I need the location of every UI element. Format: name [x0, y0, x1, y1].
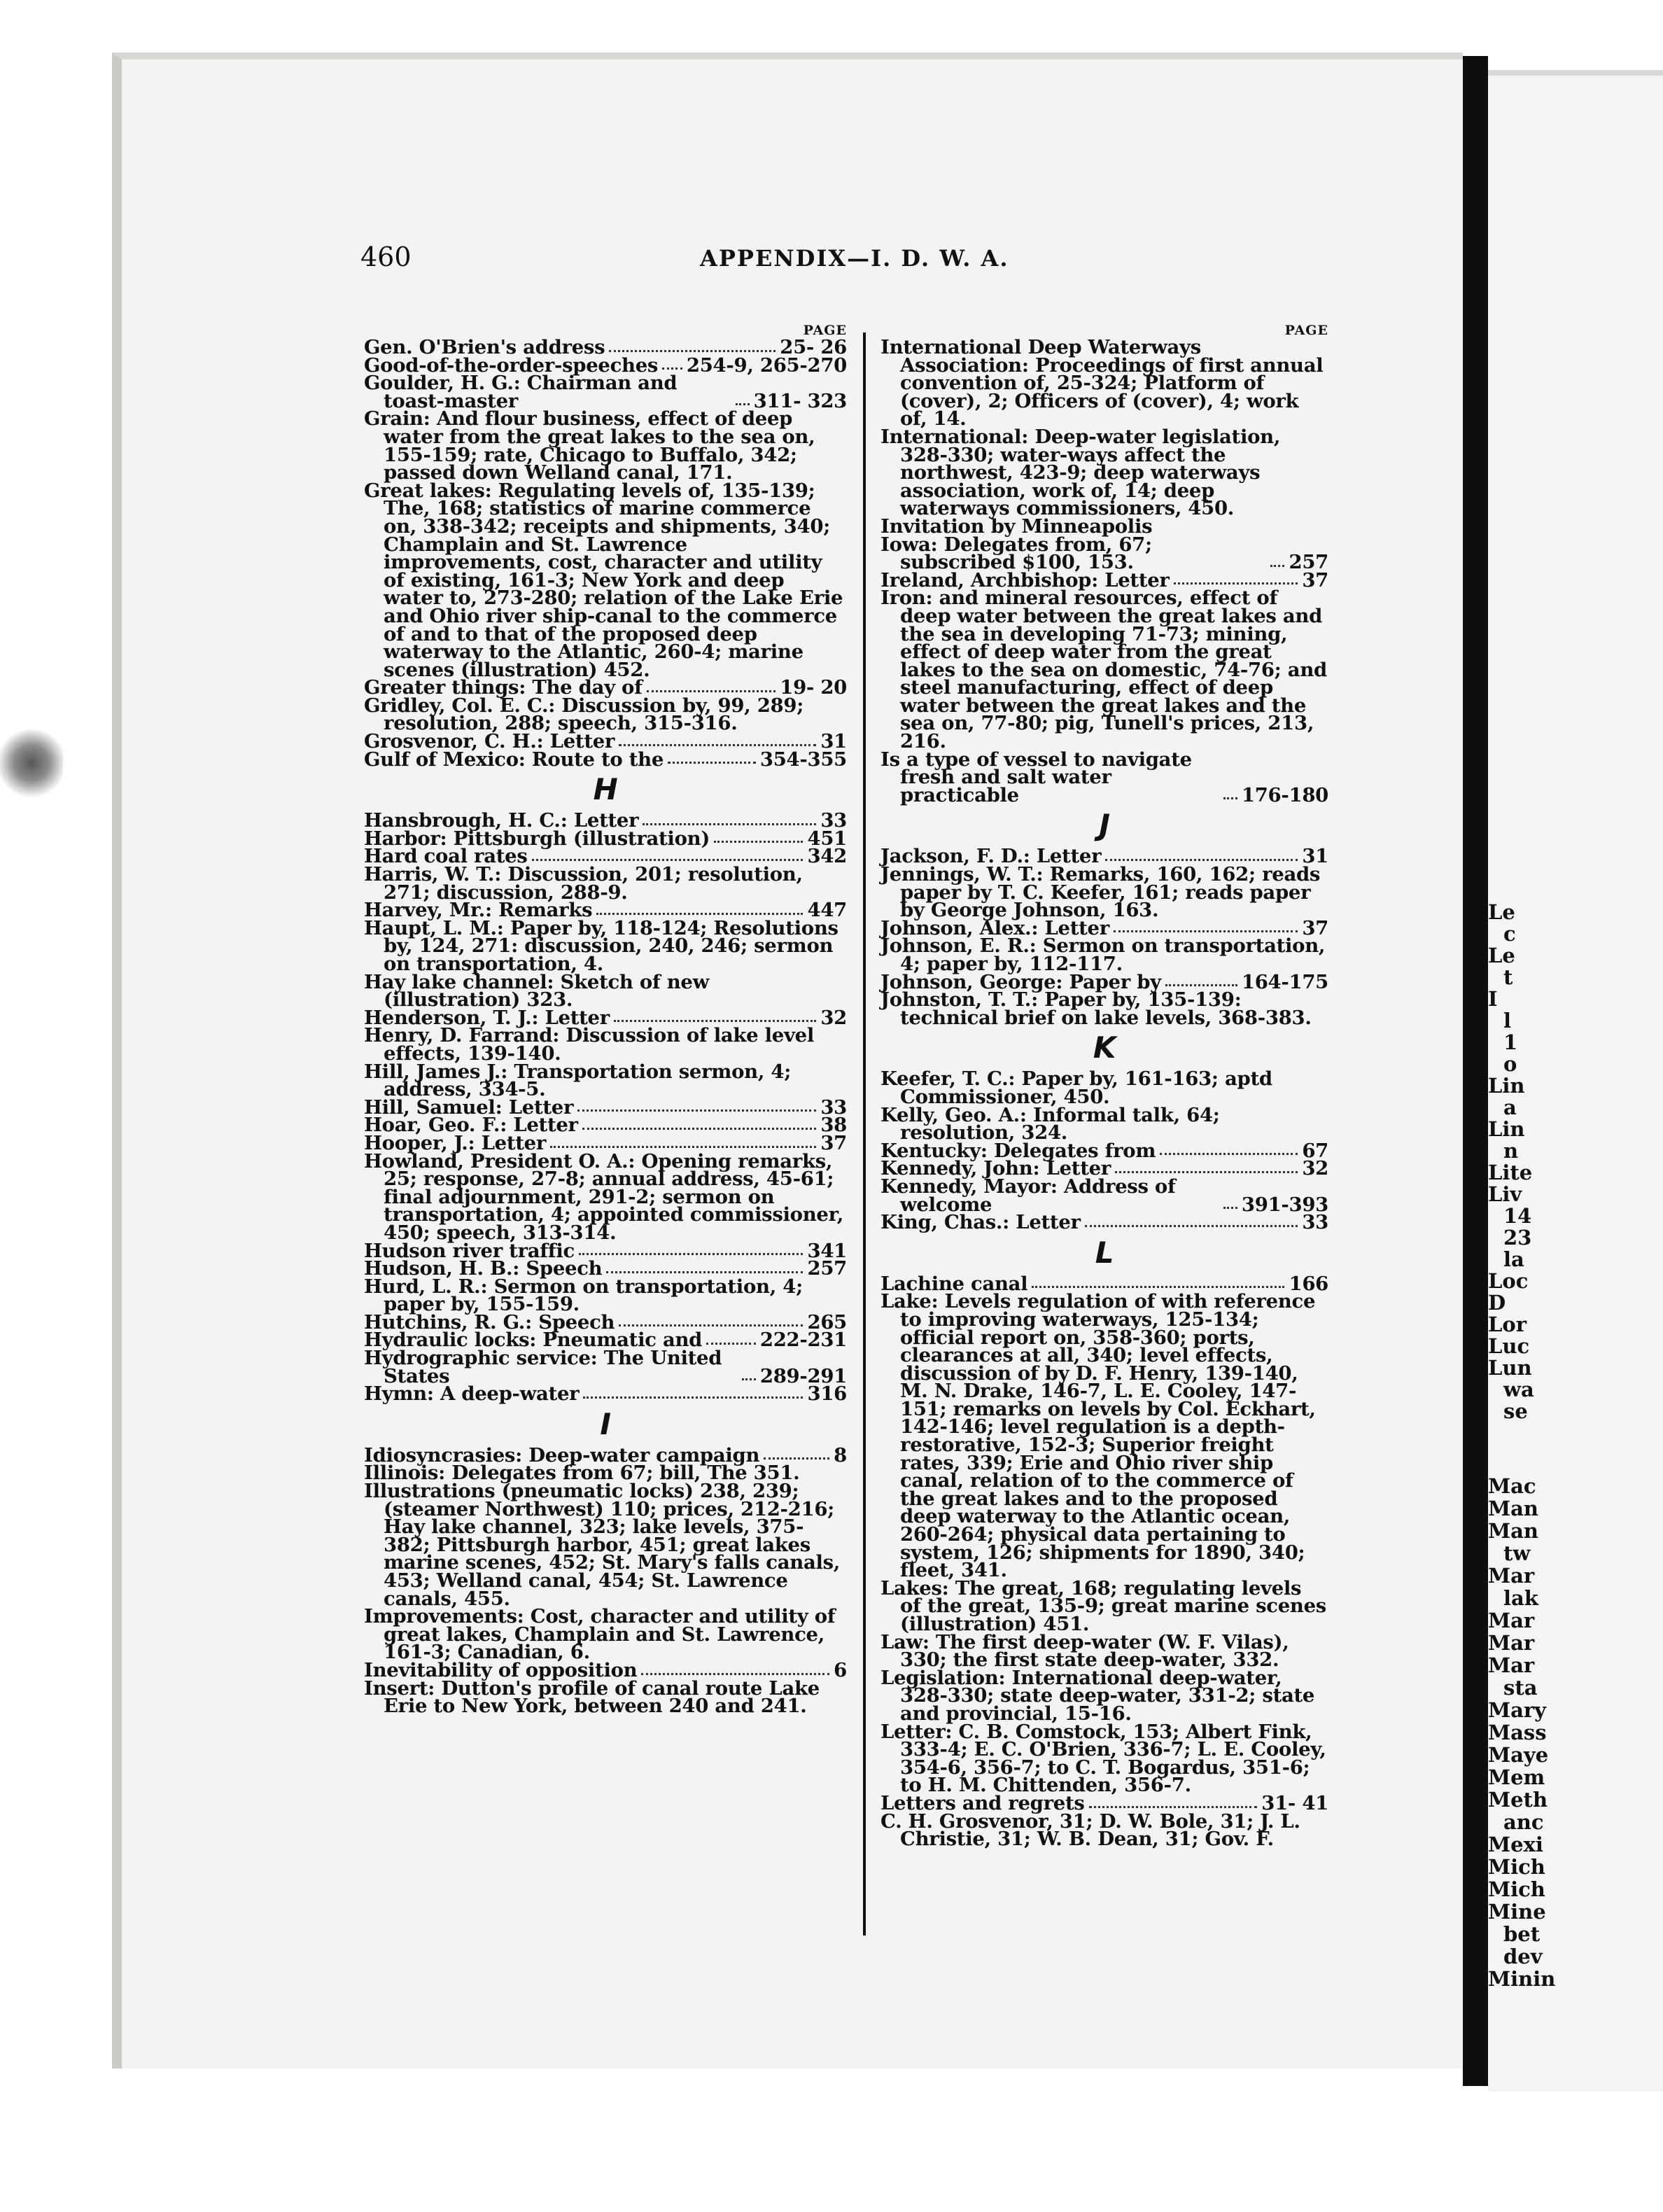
index-entry — [364, 916, 847, 975]
dot-leader — [736, 403, 750, 405]
entry-text: Henry, D. Farrand: Discussion of lake level effects, 139-140. — [364, 1024, 814, 1065]
dot-leader — [647, 690, 776, 692]
entry-text: Hymn: A deep-water — [364, 1382, 580, 1406]
facing-page-fragment: Mar — [1488, 1631, 1535, 1655]
entry-text: Kelly, Geo. A.: Informal talk, 64; resolution, 324. — [880, 1103, 1220, 1144]
entry-text: Ireland, Archbishop: Letter — [880, 568, 1170, 592]
index-entry — [880, 1720, 1328, 1797]
facing-page-fragment: Mass — [1488, 1721, 1547, 1744]
entry-text: Letters and regrets — [880, 1791, 1085, 1814]
facing-page-fragment: n — [1503, 1139, 1519, 1163]
index-entry — [880, 988, 1328, 1029]
entry-text: Lakes: The great, 168; regulating levels of the great, 135-9; great marine scenes (illustration) 451. — [880, 1576, 1326, 1635]
index-entry — [880, 1630, 1328, 1672]
facing-page-fragment: Mar — [1488, 1564, 1535, 1588]
running-title: APPENDIX—I. D. W. A. — [700, 245, 1009, 272]
entry-page-ref: 316 — [807, 1382, 847, 1406]
entry-text: Great lakes: Regulating levels of, 135-139; The, 168; statistics of marine commerce on, 338-342; receipts and shipments, 340; Champlain and St. Lawrence improvements, cost, character and utility of existing, 161-3; New York and deep water to, 273-280; relation of the Lake Erie and Ohio river ship-canal to the commerce of and to that of the proposed deep waterway to the Atlantic, 260-4; marine scenes (illustration) 452. — [364, 479, 843, 681]
entry-text: Hard coal rates — [364, 845, 528, 868]
entry-text: Improvements: Cost, character and utility of great lakes, Champlain and St. Lawrence, 161-3; Canadian, 6. — [364, 1605, 836, 1664]
entry-text: Hydraulic locks: Pneumatic and — [364, 1329, 703, 1352]
entry-text: Haupt, L. M.: Paper by, 118-124; Resolutions by, 124, 271: discussion, 240, 246; sermon on transportation, 4. — [364, 916, 838, 975]
facing-page-fragment: a — [1503, 1096, 1517, 1119]
entry-text: Insert: Dutton's profile of canal route Lake Erie to New York, between 240 and 241. — [364, 1676, 820, 1718]
facing-page-fragment: sta — [1503, 1676, 1538, 1700]
facing-page-fragment: Le — [1488, 944, 1515, 967]
entry-text: Howland, President O. A.: Opening remarks, 25; response, 27-8; annual address, 45-61; final adjournment, 291-2; sermon on transportation, 4; appointed commissioner, 450; speech, 313-314. — [364, 1149, 844, 1244]
entry-text: Gulf of Mexico: Route to the — [364, 748, 664, 771]
page-column-label: PAGE — [803, 323, 847, 338]
entry-text: Harbor: Pittsburgh (illustration) — [364, 827, 710, 850]
entry-page-ref: 342 — [807, 845, 847, 868]
entry-page-ref: 6 — [834, 1658, 847, 1681]
index-column-left — [364, 322, 847, 1716]
dot-leader — [596, 913, 803, 915]
facing-page-fragment: Mar — [1488, 1653, 1535, 1677]
dot-leader — [614, 1020, 816, 1022]
index-entry — [880, 1290, 1328, 1582]
index-column-right — [880, 322, 1328, 1849]
entry-page-ref: 19- 20 — [780, 676, 847, 699]
dot-leader — [1270, 565, 1284, 567]
entry-page-ref: 33 — [1302, 1211, 1328, 1234]
index-entry — [880, 1070, 1328, 1106]
entry-text: Johnson, George: Paper by — [880, 970, 1161, 993]
facing-page-fragment: o — [1503, 1052, 1517, 1076]
dot-leader — [1223, 797, 1237, 799]
dot-leader — [668, 762, 756, 764]
facing-page-fragment: t — [1503, 965, 1513, 989]
dot-leader — [1089, 1806, 1258, 1808]
page-column-label: PAGE — [1284, 323, 1328, 338]
entry-text: Jackson, F. D.: Letter — [880, 845, 1102, 868]
entry-text: Lake: Levels regulation of with reference to improving waterways, 125-134; official report on, 358-360; ports, clearances at all, 340; level effects, discussion of by D. F. Henry, 139-140, M. N. Drake, 146-7, L. E. Cooley, 147-151; remarks on levels by Col. Eckhart, 142-146; level regulation is a depth-restorative, 152-3; Superior freight rates, 339; Erie and Ohio river ship canal, relation of to the commerce of the great lakes and to the proposed deep waterway to the Atlantic ocean, 260-264; physical data pertaining to system, 126; shipments for 1890, 340; fleet, 341. — [880, 1290, 1316, 1582]
index-entry — [364, 748, 847, 771]
index-entry — [364, 479, 847, 681]
entry-page-ref: 32 — [1302, 1157, 1328, 1180]
dot-leader — [764, 1457, 829, 1460]
entry-page-ref: 257 — [1289, 551, 1328, 574]
entry-text: Invitation by Minneapolis — [880, 514, 1153, 538]
index-entry — [364, 1382, 847, 1406]
facing-page-fragment: se — [1503, 1399, 1528, 1423]
facing-page-fragment: dev — [1503, 1945, 1543, 1968]
dot-leader — [662, 368, 682, 370]
index-entry — [880, 425, 1328, 520]
facing-page-fragment: Minin — [1488, 1967, 1556, 1991]
entry-text: Harris, W. T.: Discussion, 201; resolution, 271; discussion, 288-9. — [364, 863, 803, 904]
facing-page-fragment: Mar — [1488, 1609, 1535, 1632]
facing-page-fragment: D — [1488, 1291, 1506, 1315]
dot-leader — [532, 859, 804, 861]
facing-page-fragment: Mich — [1488, 1855, 1545, 1879]
entry-text: Letter: C. B. Comstock, 153; Albert Fink, 333-4; E. C. O'Brien, 336-7; L. E. Cooley, 354-6, 356-7; to C. T. Bogardus, 351-6; to H. M. Chittenden, 356-7. — [880, 1720, 1326, 1797]
entry-text: Hoar, Geo. F.: Letter — [364, 1114, 578, 1137]
dot-leader — [1160, 1153, 1298, 1155]
entry-text: Kennedy, Mayor: Address of welcome — [880, 1175, 1176, 1216]
entry-text: Illinois: Delegates from 67; bill, The 351. — [364, 1462, 800, 1485]
dot-leader — [609, 350, 776, 352]
index-entry — [364, 970, 847, 1011]
entry-page-ref: 166 — [1289, 1272, 1328, 1295]
dot-leader — [1085, 1225, 1298, 1227]
entry-page-ref: 37 — [820, 1131, 847, 1154]
entry-text: Iowa: Delegates from, 67; subscribed $100, 153. — [880, 533, 1152, 574]
dot-leader — [706, 1343, 756, 1345]
entry-text: Johnson, Alex.: Letter — [880, 916, 1109, 939]
facing-page-fragment: tw — [1503, 1541, 1531, 1565]
entry-page-ref: 451 — [807, 827, 847, 850]
entry-page-ref: 341 — [807, 1239, 847, 1262]
dot-leader — [1105, 859, 1298, 861]
entry-page-ref: 8 — [834, 1443, 847, 1466]
entry-text: King, Chas.: Letter — [880, 1211, 1081, 1234]
index-entry — [880, 934, 1328, 975]
entry-text: Inevitability of opposition — [364, 1658, 638, 1681]
facing-page-fragment: anc — [1503, 1810, 1544, 1834]
dot-leader — [579, 1253, 804, 1255]
entry-page-ref: 447 — [807, 899, 847, 922]
entry-page-ref: 37 — [1302, 916, 1328, 939]
entry-text: Legislation: International deep-water, 328-330; state deep-water, 331-2; state and provincial, 15-16. — [880, 1666, 1315, 1725]
entry-text: Henderson, T. J.: Letter — [364, 1006, 610, 1029]
facing-page-fragment: I — [1488, 987, 1498, 1011]
entry-text: Johnson, E. R.: Sermon on transportation, 4; paper by, 112-117. — [880, 934, 1326, 975]
index-entry — [880, 1175, 1328, 1216]
entry-page-ref: 289-291 — [759, 1364, 847, 1387]
index-entry — [364, 1275, 847, 1316]
facing-page-fragment: Luc — [1488, 1334, 1530, 1358]
dot-leader — [550, 1146, 816, 1148]
facing-page-fragment: Mary — [1488, 1698, 1547, 1722]
entry-text: Is a type of vessel to navigate fresh and salt water practicable — [880, 748, 1192, 806]
entry-page-ref: 391-393 — [1241, 1193, 1328, 1216]
facing-page-fragment: 23 — [1503, 1226, 1532, 1250]
dot-leader — [577, 1110, 816, 1112]
dot-leader — [714, 841, 803, 843]
index-entry — [364, 1605, 847, 1664]
index-entry — [880, 1211, 1328, 1234]
facing-page-edge — [1488, 70, 1663, 2092]
entry-text: Greater things: The day of — [364, 676, 643, 699]
entry-text: Johnston, T. T.: Paper by, 135-139: technical brief on lake levels, 368-383. — [880, 988, 1312, 1029]
entry-page-ref: 67 — [1302, 1139, 1328, 1162]
entry-text: Harvey, Mr.: Remarks — [364, 899, 593, 922]
facing-page-fragment: Man — [1488, 1497, 1538, 1520]
entry-page-ref: 32 — [820, 1006, 847, 1029]
facing-page-fragment: Mine — [1488, 1900, 1546, 1924]
index-entry — [364, 407, 847, 484]
index-entry — [880, 748, 1328, 806]
index-entry — [364, 374, 847, 410]
ink-blot — [0, 724, 63, 802]
facing-page-fragment: Maye — [1488, 1743, 1549, 1767]
entry-page-ref: 176-180 — [1241, 783, 1328, 806]
entry-page-ref: 222-231 — [759, 1329, 847, 1352]
entry-page-ref: 265 — [807, 1310, 847, 1334]
entry-page-ref: 31 — [1302, 845, 1328, 868]
facing-page-fragment: wa — [1503, 1378, 1534, 1401]
index-entry — [880, 587, 1328, 753]
entry-page-ref: 37 — [1302, 568, 1328, 592]
dot-leader — [1223, 1207, 1237, 1209]
entry-text: Grain: And flour business, effect of deep water from the great lakes to the sea on, 155-159; rate, Chicago to Buffalo, 342; passed down Welland canal, 171. — [364, 407, 815, 484]
index-entry — [880, 863, 1328, 922]
index-entry — [364, 863, 847, 904]
facing-page-fragment: Loc — [1488, 1269, 1529, 1293]
section-letter-j: J — [1099, 808, 1110, 843]
index-entry — [880, 1809, 1328, 1851]
entry-text: Illustrations (pneumatic locks) 238, 239; (steamer Northwest) 110; prices, 212-216; Hay lake channel, 323; lake levels, 375-382; Pittsburgh harbor, 451; great lakes marine scenes, 452; St. Mary's falls canals, 453; Welland canal, 454; St. Lawrence canals, 455. — [364, 1480, 841, 1610]
entry-page-ref: 164-175 — [1241, 970, 1328, 993]
entry-text: Hill, James J.: Transportation sermon, 4; address, 334-5. — [364, 1060, 792, 1101]
index-entry — [364, 1676, 847, 1718]
dot-leader — [619, 744, 816, 746]
entry-page-ref: 354-355 — [759, 748, 847, 771]
facing-page-fragment: la — [1503, 1247, 1524, 1271]
facing-page-fragment: Lin — [1488, 1117, 1525, 1141]
facing-page-fragment: l — [1503, 1009, 1512, 1032]
index-entry — [880, 1666, 1328, 1725]
entry-page-ref: 33 — [820, 1096, 847, 1119]
entry-text: Hudson, H. B.: Speech — [364, 1257, 603, 1280]
entry-text: Hill, Samuel: Letter — [364, 1096, 574, 1119]
entry-text: C. H. Grosvenor, 31; D. W. Bole, 31; J. L. Christie, 31; W. B. Dean, 31; Gov. F. — [880, 1809, 1300, 1851]
entry-text: Hurd, L. R.: Sermon on transportation, 4; paper by, 155-159. — [364, 1275, 803, 1316]
entry-page-ref: 33 — [820, 809, 847, 832]
facing-page-fragment: 14 — [1503, 1204, 1532, 1228]
index-entry — [880, 533, 1328, 574]
dot-leader — [1174, 582, 1298, 584]
index-entry — [364, 1024, 847, 1065]
section-letter-l: L — [1095, 1235, 1114, 1270]
entry-text: Hydrographic service: The United States — [364, 1347, 722, 1387]
index-entry — [364, 1480, 847, 1610]
entry-text: Hay lake channel: Sketch of new (illustration) 323. — [364, 970, 709, 1011]
dot-leader — [643, 823, 816, 825]
facing-page-fragment: Mexi — [1488, 1833, 1543, 1856]
facing-page-fragment: Lite — [1488, 1161, 1533, 1184]
entry-text: Jennings, W. T.: Remarks, 160, 162; reads paper by T. C. Keefer, 161; reads paper by George Johnson, 163. — [880, 863, 1321, 922]
index-entry — [364, 1149, 847, 1244]
facing-page-fragment: Mich — [1488, 1877, 1545, 1901]
index-entry — [364, 694, 847, 735]
index-entry — [364, 1060, 847, 1101]
section-letter-h: H — [593, 772, 618, 807]
entry-text: Iron: and mineral resources, effect of deep water between the great lakes and the sea in developing 71-73; mining, effect of deep water from the great lakes to the sea on domestic, 74-76; and steel manufacturing, effect of deep water between the great lakes and the sea on, 77-80; pig, Tunell's prices, 213, 216. — [880, 587, 1327, 753]
entry-text: Idiosyncrasies: Deep-water campaign — [364, 1443, 760, 1466]
entry-page-ref: 257 — [807, 1257, 847, 1280]
entry-text: Gridley, Col. E. C.: Discussion by, 99, 289; resolution, 288; speech, 315-316. — [364, 694, 804, 735]
dot-leader — [1115, 1171, 1298, 1173]
gutter-shadow — [1463, 56, 1488, 2086]
facing-page-fragment: Lin — [1488, 1074, 1525, 1098]
index-entry — [880, 1103, 1328, 1144]
entry-text: Hansbrough, H. C.: Letter — [364, 809, 639, 832]
facing-page-fragment: Liv — [1488, 1182, 1522, 1206]
facing-page-fragment: 1 — [1503, 1030, 1518, 1054]
entry-text: Hooper, J.: Letter — [364, 1131, 547, 1154]
index-entry — [880, 336, 1328, 430]
entry-text: Hutchins, R. G.: Speech — [364, 1310, 615, 1334]
section-letter-i: I — [600, 1406, 611, 1441]
entry-text: International Deep Waterways Association: Proceedings of first annual convention of, 25-324; Platform of (cover), 2; Officers of (cover), 4; work of, 14. — [880, 336, 1324, 430]
entry-text: Grosvenor, C. H.: Letter — [364, 730, 615, 753]
entry-text: Goulder, H. G.: Chairman and toast-master — [364, 372, 678, 412]
entry-text: International: Deep-water legislation, 328-330; water-ways affect the northwest, 423-9; deep waterways association, work of, 14; deep waterways commissioners, 450. — [880, 425, 1281, 520]
facing-page-fragment: Lor — [1488, 1312, 1527, 1336]
entry-text: Keefer, T. C.: Paper by, 161-163; aptd Commissioner, 450. — [880, 1068, 1272, 1108]
dot-leader — [641, 1673, 829, 1675]
dot-leader — [583, 1396, 803, 1399]
entry-page-ref: 31 — [820, 730, 847, 753]
page-number: 460 — [360, 241, 412, 272]
entry-page-ref: 25- 26 — [780, 336, 847, 358]
facing-page-fragment: c — [1503, 922, 1516, 946]
dot-leader — [1032, 1286, 1284, 1288]
entry-text: Lachine canal — [880, 1272, 1028, 1295]
dot-leader — [606, 1271, 803, 1273]
entry-text: Kennedy, John: Letter — [880, 1157, 1111, 1180]
entry-text: Hudson river traffic — [364, 1239, 575, 1262]
index-entry — [880, 1576, 1328, 1635]
column-divider — [863, 332, 866, 1935]
entry-page-ref: 31- 41 — [1261, 1791, 1328, 1814]
dot-leader — [619, 1324, 803, 1326]
entry-page-ref: 254-9, 265-270 — [686, 354, 847, 377]
facing-page-fragment: lak — [1503, 1586, 1538, 1610]
facing-page-fragment: Meth — [1488, 1788, 1548, 1812]
facing-page-fragment: Man — [1488, 1519, 1538, 1543]
entry-text: Kentucky: Delegates from — [880, 1139, 1156, 1162]
entry-page-ref: 38 — [820, 1114, 847, 1137]
dot-leader — [582, 1128, 817, 1130]
facing-page-fragment: Mem — [1488, 1765, 1545, 1789]
facing-page-fragment: Mac — [1488, 1474, 1536, 1498]
facing-page-fragment: Lun — [1488, 1356, 1532, 1380]
index-entry — [364, 1347, 847, 1387]
entry-text: Good-of-the-order-speeches — [364, 354, 659, 377]
facing-page-fragment: bet — [1503, 1922, 1541, 1946]
dot-leader — [1165, 984, 1237, 986]
facing-page-fragment: Le — [1488, 900, 1515, 924]
dot-leader — [1114, 930, 1298, 932]
dot-leader — [742, 1378, 756, 1380]
entry-text: Law: The first deep-water (W. F. Vilas), 330; the first state deep-water, 332. — [880, 1630, 1289, 1672]
section-letter-k: K — [1093, 1030, 1116, 1065]
entry-text: Gen. O'Brien's address — [364, 336, 605, 358]
entry-page-ref: 311- 323 — [753, 389, 847, 412]
